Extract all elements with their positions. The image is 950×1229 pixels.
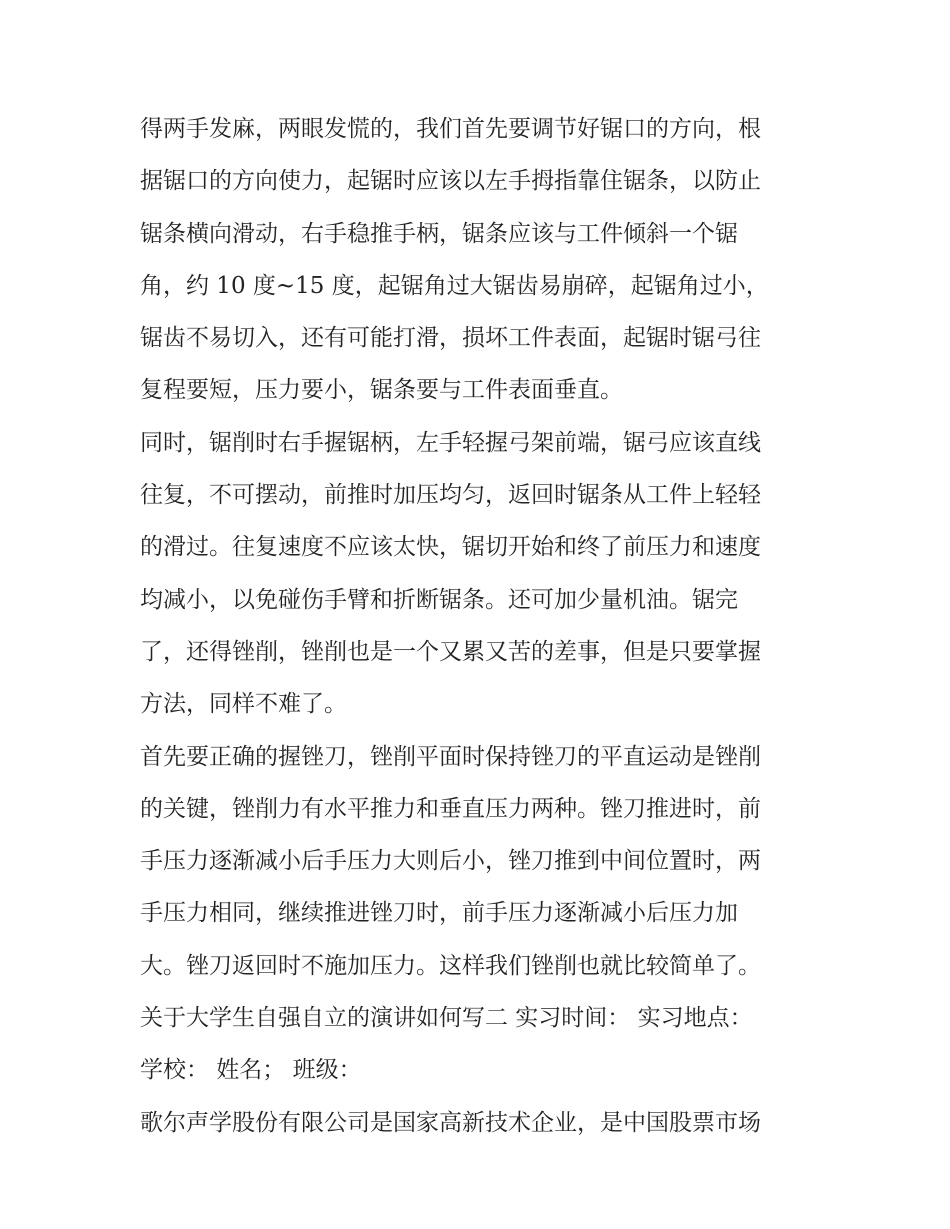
text-line-14: 的关键，锉削力有水平推力和垂直压力两种。锉刀推进时，前 bbox=[140, 795, 761, 822]
text-line-6: 复程要短，压力要小，锯条要与工件表面垂直。 bbox=[140, 377, 623, 404]
text-line-8: 往复，不可摆动，前推时加压均匀，返回时锯条从工件上轻轻 bbox=[140, 482, 761, 509]
text-line-4: 角，约 10 度~15 度，起锯角过大锯齿易崩碎，起锯角过小， bbox=[140, 272, 769, 299]
text-line-10: 均减小，以免碰伤手臂和折断锯条。还可加少量机油。锯完 bbox=[140, 586, 738, 613]
text-line-18: 关于大学生自强自立的演讲如何写二 实习时间： 实习地点： bbox=[140, 1005, 753, 1032]
text-line-3: 锯条横向滑动，右手稳推手柄，锯条应该与工件倾斜一个锯 bbox=[140, 220, 738, 247]
text-line-1: 得两手发麻，两眼发慌的，我们首先要调节好锯口的方向，根 bbox=[140, 116, 761, 142]
text-line-15: 手压力逐渐减小后手压力大则后小，锉刀推到中间位置时，两 bbox=[140, 848, 761, 875]
text-line-12: 方法，同样不难了。 bbox=[140, 691, 347, 718]
text-line-11: 了，还得锉削，锉削也是一个又累又苦的差事，但是只要掌握 bbox=[140, 638, 761, 665]
text-line-9: 的滑过。往复速度不应该太快，锯切开始和终了前压力和速度 bbox=[140, 534, 761, 561]
text-line-20: 歌尔声学股份有限公司是国家高新技术企业，是中国股票市场 bbox=[140, 1109, 761, 1136]
text-line-5: 锯齿不易切入，还有可能打滑，损坏工件表面，起锯时锯弓往 bbox=[140, 325, 761, 352]
text-line-7: 同时，锯削时右手握锯柄，左手轻握弓架前端，锯弓应该直线 bbox=[140, 429, 761, 456]
text-line-16: 手压力相同，继续推进锉刀时，前手压力逐渐减小后压力加 bbox=[140, 900, 738, 927]
document-page bbox=[140, 103, 815, 1149]
text-line-19: 学校： 姓名； 班级： bbox=[140, 1057, 362, 1084]
text-line-17: 大。锉刀返回时不施加压力。这样我们锉削也就比较简单了。 bbox=[140, 952, 761, 979]
text-line-2: 据锯口的方向使力，起锯时应该以左手拇指靠住锯条，以防止 bbox=[140, 168, 761, 195]
text-line-13: 首先要正确的握锉刀，锉削平面时保持锉刀的平直运动是锉削 bbox=[140, 743, 761, 770]
